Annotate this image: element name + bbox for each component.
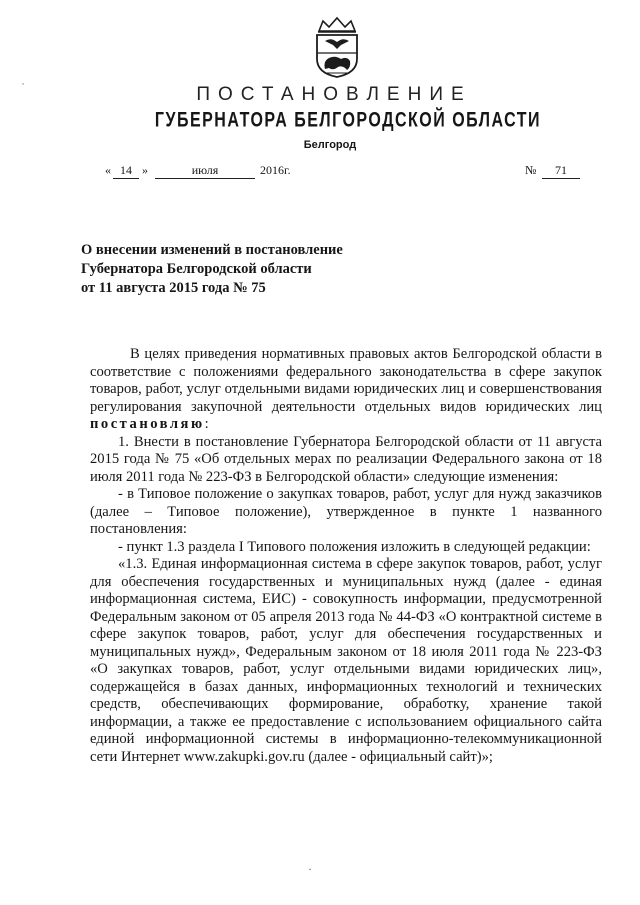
subject-line-1: О внесении изменений в постановление xyxy=(81,242,343,258)
date-day-value: 14 xyxy=(113,163,139,179)
document-title: ПОСТАНОВЛЕНИЕ xyxy=(196,84,472,105)
scan-speck: · xyxy=(308,862,312,876)
date-year xyxy=(260,163,291,178)
date-open-quote: « xyxy=(105,163,111,177)
date-day xyxy=(113,163,139,179)
document-body xyxy=(90,346,602,766)
subject-line-2: Губернатора Белгородской области xyxy=(81,261,312,277)
item-1-sub2-paragraph: - пункт 1.3 раздела I Типового положения изложить в следующей редакции: xyxy=(118,538,591,555)
decree-word: постановляю xyxy=(90,416,205,432)
date-month-value: июля xyxy=(155,163,255,179)
issuer-title: ГУБЕРНАТОРА БЕЛГОРОДСКОЙ ОБЛАСТИ xyxy=(154,109,542,132)
number-label: № xyxy=(525,163,537,177)
date-line xyxy=(100,163,590,181)
date-year-prefix: 201 xyxy=(260,163,278,177)
date-month xyxy=(155,163,255,179)
date-year-unit: г. xyxy=(284,163,291,177)
item-1-paragraph: 1. Внести в постановление Губернатора Белгородской области от 11 августа 2015 года № 75 «Об отдельных мерах по реализации Федерального закона от 18 июля 2011 года № 223-ФЗ в Белгородской области» следующие изменения: xyxy=(90,433,602,485)
coat-of-arms-icon xyxy=(305,15,369,79)
decree-colon: : xyxy=(204,416,209,432)
subject-line-3: от 11 августа 2015 года № 75 xyxy=(81,280,266,296)
scan-speck: ˙ xyxy=(21,80,25,94)
preamble-text: В целях приведения нормативных правовых актов Белгородской области в соответствие с положениями федерального законодательства в сфере закупок товаров, работ, услуг отдельными видами юридических лиц и совершенствования регулирования закупочной деятельности отдельных видов юридических лиц xyxy=(90,346,602,415)
city-name: Белгород xyxy=(303,139,357,151)
item-1-sub-paragraph: - в Типовое положение о закупках товаров, работ, услуг для нужд заказчиков (далее – Типовое положение), утвержденное в пункте 1 названного постановления: xyxy=(90,486,602,537)
document-subject xyxy=(81,241,501,298)
document-number xyxy=(542,163,580,179)
preamble-paragraph xyxy=(90,346,602,434)
document-number-value: 71 xyxy=(542,163,580,179)
date-close-quote: » xyxy=(142,163,148,177)
quoted-clause-paragraph: «1.3. Единая информационная система в сфере закупок товаров, работ, услуг для обеспечения государственных и муниципальных нужд (далее - единая информационная система, ЕИС) - совокупность информации, предусмотренной Федеральным законом от 05 апреля 2013 года № 44-ФЗ «О контрактной системе в сфере закупок товаров, работ, услуг для обеспечения государственных и муниципальных нужд», Федеральным законом от 18 июля 2011 года № 223-ФЗ «О закупках товаров, работ, услуг отдельными видами юридических лиц», содержащейся в базах данных, информационных технологий и технических средств, обеспечивающих формирование, обработку, хранение такой информации, а также ее предоставление с использованием официального сайта единой информационной системы в информационно-телекоммуникационной сети Интернет www.zakupki.gov.ru (далее - официальный сайт)»; xyxy=(90,556,602,765)
date-year-suffix: 6 xyxy=(278,163,284,177)
